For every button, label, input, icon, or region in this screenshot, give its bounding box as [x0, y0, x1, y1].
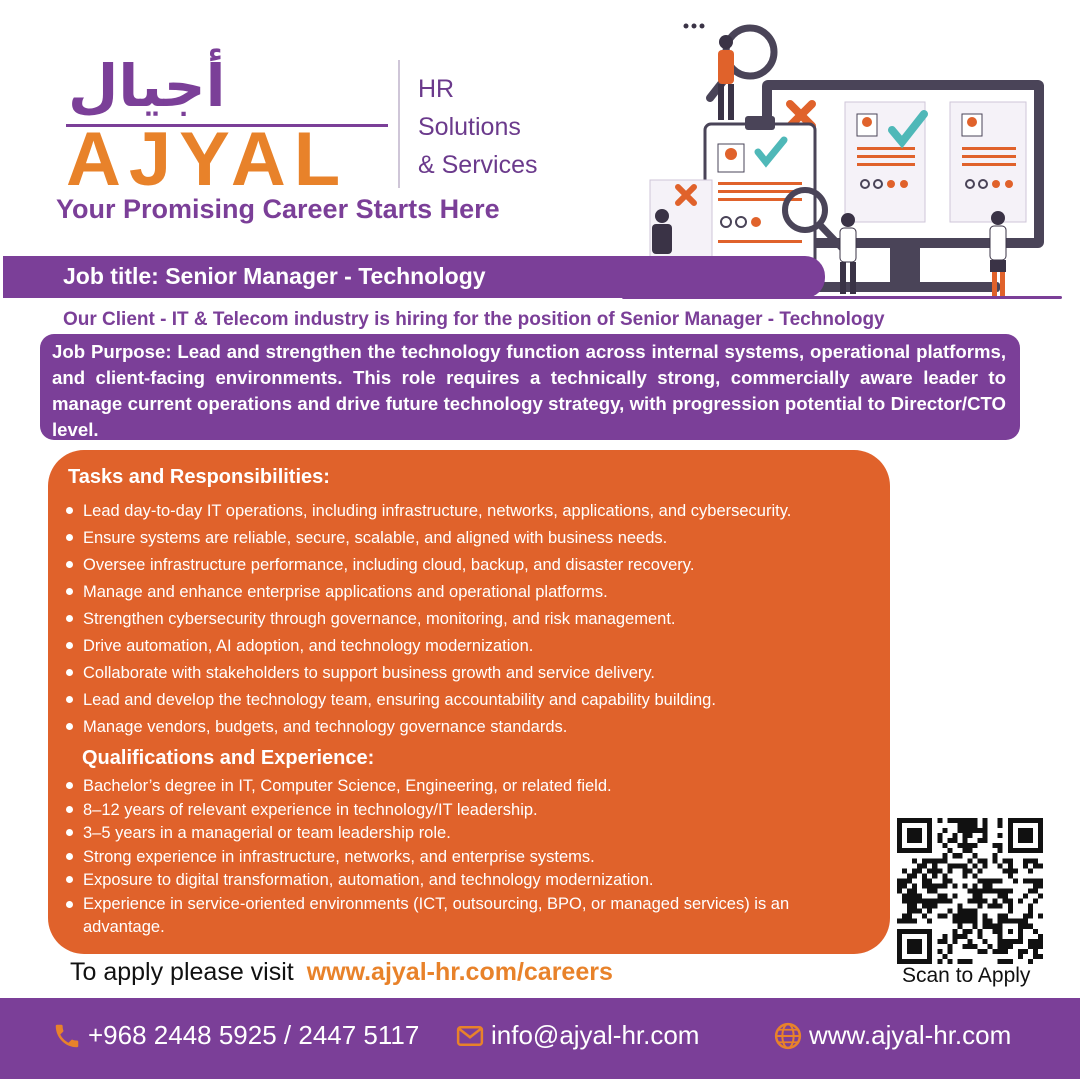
list-item [66, 552, 791, 579]
bullet-icon [66, 696, 73, 703]
list-item [66, 775, 856, 799]
list-item [66, 660, 791, 687]
list-item-text: Ensure systems are reliable, secure, scalable, and aligned with business needs. [83, 529, 668, 547]
list-item [66, 633, 791, 660]
bullet-icon [66, 782, 73, 789]
qr-label: Scan to Apply [902, 964, 1031, 987]
bullet-icon [66, 642, 73, 649]
phone-icon [52, 1021, 82, 1051]
bullet-icon [66, 901, 73, 908]
footer-phone[interactable] [52, 1020, 419, 1051]
bullet-icon [66, 853, 73, 860]
bullet-icon [66, 723, 73, 730]
illustration-base-rule [622, 296, 1062, 299]
list-item-text: Exposure to digital transformation, automation, and technology modernization. [83, 871, 654, 889]
list-item [66, 525, 791, 552]
logo-hr-line: & Services [418, 151, 538, 179]
clipboard-icon [705, 116, 815, 274]
apply-text: To apply please visit [70, 958, 294, 986]
list-item [66, 687, 791, 714]
person-figure-icon [718, 35, 734, 120]
tagline: Your Promising Career Starts Here [56, 194, 500, 224]
list-item-text: 3–5 years in a managerial or team leadership role. [83, 824, 451, 842]
list-item [66, 606, 791, 633]
job-purpose-box [40, 334, 1020, 440]
list-item [66, 714, 791, 741]
list-item-text: Strengthen cybersecurity through governance, monitoring, and risk management. [83, 610, 676, 628]
bullet-icon [66, 829, 73, 836]
qualifications-heading: Qualifications and Experience: [82, 747, 375, 769]
footer-website[interactable] [773, 1020, 1011, 1051]
globe-icon [773, 1021, 803, 1051]
qr-code[interactable] [897, 818, 1043, 964]
list-item-text: Experience in service-oriented environments (ICT, outsourcing, BPO, or managed services) is an advantage. [83, 894, 790, 936]
qualifications-list [66, 775, 856, 940]
list-item-text: Lead and develop the technology team, ensuring accountability and capability building. [83, 691, 716, 709]
logo-hr-line: Solutions [418, 113, 521, 141]
list-item-text: Collaborate with stakeholders to support business growth and service delivery. [83, 664, 655, 682]
client-line: Our Client - IT & Telecom industry is hiring for the position of Senior Manager - Technology [63, 309, 885, 330]
list-item-text: 8–12 years of relevant experience in technology/IT leadership. [83, 800, 538, 819]
list-item-text: Oversee infrastructure performance, including cloud, backup, and disaster recovery. [83, 556, 695, 574]
bullet-icon [66, 507, 73, 514]
list-item [66, 869, 856, 893]
phone-text: +968 2448 5925 / 2447 5117 [88, 1020, 420, 1050]
job-title-bar [3, 256, 825, 298]
bullet-icon [66, 615, 73, 622]
requirements-panel [48, 450, 890, 954]
list-item-text: Bachelor’s degree in IT, Computer Science, Engineering, or related field. [83, 777, 612, 795]
list-item-text: Strong experience in infrastructure, networks, and enterprise systems. [83, 847, 595, 866]
website-text: www.ajyal-hr.com [809, 1020, 1012, 1050]
logo-divider [398, 60, 400, 188]
bullet-icon [66, 806, 73, 813]
list-item-text: Manage vendors, budgets, and technology governance standards. [83, 718, 568, 736]
email-text: info@ajyal-hr.com [491, 1020, 700, 1050]
list-item-text: Drive automation, AI adoption, and technology modernization. [83, 637, 534, 655]
list-item-text: Lead day-to-day IT operations, including infrastructure, networks, applications, and cybersecurity. [83, 502, 792, 520]
list-item [66, 822, 856, 846]
list-item [66, 846, 856, 870]
resume-card-icon [950, 102, 1026, 222]
tasks-list [66, 498, 791, 741]
list-item-text: Manage and enhance enterprise applications and operational platforms. [83, 583, 608, 601]
list-item [66, 579, 791, 606]
bullet-icon [66, 588, 73, 595]
apply-line [70, 958, 613, 987]
footer-email[interactable] [455, 1020, 699, 1051]
resume-card-icon [845, 102, 925, 222]
job-title: Job title: Senior Manager - Technology [63, 263, 486, 289]
logo-arabic-wordmark: أجيال [68, 52, 226, 120]
logo-hr-services [418, 70, 537, 184]
list-item [66, 498, 791, 525]
logo-hr-line: HR [418, 75, 455, 103]
bullet-icon [66, 561, 73, 568]
job-purpose-text: Job Purpose: Lead and strengthen the technology function across internal systems, operational platforms, and client-facing environments. This role requires a technically strong, commercially aware leader to manage current operations and drive future technology strategy, with progression potential to Director/CTO level. [52, 341, 1006, 440]
bullet-icon [66, 534, 73, 541]
bullet-icon [66, 876, 73, 883]
careers-link[interactable]: www.ajyal-hr.com/careers [306, 958, 613, 986]
contact-footer [0, 998, 1080, 1079]
tasks-heading: Tasks and Responsibilities: [68, 466, 330, 488]
list-item [66, 799, 856, 823]
list-item [66, 893, 856, 940]
email-icon [455, 1021, 485, 1051]
bullet-icon [66, 669, 73, 676]
logo-latin-wordmark: AJYAL [66, 117, 349, 202]
